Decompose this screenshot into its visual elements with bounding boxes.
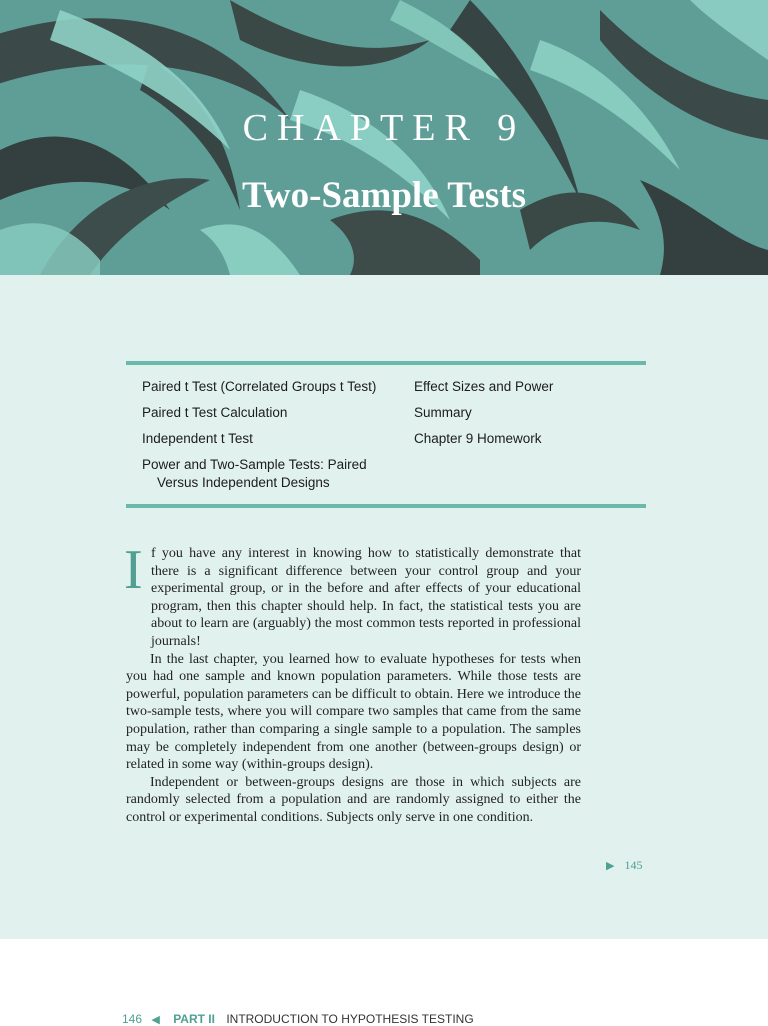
- toc-item-label: Summary: [414, 405, 472, 420]
- page-number-marker: [606, 858, 642, 873]
- toc-item-label: Paired t Test Calculation: [142, 405, 288, 420]
- left-triangle-icon: ◀: [151, 1014, 160, 1026]
- toc-item-label: Effect Sizes and Power: [414, 379, 554, 394]
- chapter-banner: [0, 0, 768, 275]
- toc-left-column: [142, 378, 402, 492]
- drop-cap: I: [124, 539, 143, 601]
- right-triangle-icon: ▶: [606, 860, 615, 872]
- toc-item: [142, 430, 402, 456]
- page-number: 145: [624, 858, 643, 872]
- chapter-title: Two-Sample Tests: [241, 175, 527, 216]
- toc-item-label: Power and Two-Sample Tests: Paired: [142, 457, 367, 472]
- chapter-number: CHAPTER 9: [242, 107, 526, 149]
- footer-section-title: INTRODUCTION TO HYPOTHESIS TESTING: [226, 1012, 474, 1026]
- toc-bottom-rule: [126, 504, 646, 508]
- toc-item: [414, 378, 634, 404]
- toc-item-label-continued: Versus Independent Designs: [157, 475, 330, 490]
- body-text: [126, 545, 581, 827]
- toc-item: [414, 430, 634, 456]
- toc-top-rule: [126, 361, 646, 365]
- toc-item-label: Paired t Test (Correlated Groups t Test): [142, 379, 377, 394]
- footer-part-label: PART II: [173, 1012, 215, 1026]
- toc-item: [142, 456, 402, 492]
- toc-item: [142, 404, 402, 430]
- toc-item: [142, 378, 402, 404]
- toc-item: [414, 404, 634, 430]
- paragraph-2: In the last chapter, you learned how to evaluate hypotheses for tests when you had one sample and known population parameters. While those tests are powerful, population parameters can be difficult to obtain. Here we introduce the two-sample tests, where you will compare two samples that came from the same population, rather than comparing a single sample to a population. The samples may be completely independent from one another (between-groups design) or related in some way (within-groups design).: [126, 651, 581, 773]
- footer-page-number: 146: [122, 1012, 143, 1026]
- paragraph-1: f you have any interest in knowing how to statistically demonstrate that there is a significant difference between your control group and your experimental group, or in the before and after effects of your educational program, then this chapter should help. In fact, the statistical tests you are about to learn are (arguably) the most common tests reported in professional journals!: [151, 546, 581, 649]
- toc-item-label: Independent t Test: [142, 431, 253, 446]
- toc-right-column: [414, 378, 634, 456]
- toc-item-label: Chapter 9 Homework: [414, 431, 542, 446]
- paragraph-3: Independent or between-groups designs are those in which subjects are randomly selected from a population and are randomly assigned to either the control or experimental conditions. Subjects only serve in one condition.: [126, 774, 581, 825]
